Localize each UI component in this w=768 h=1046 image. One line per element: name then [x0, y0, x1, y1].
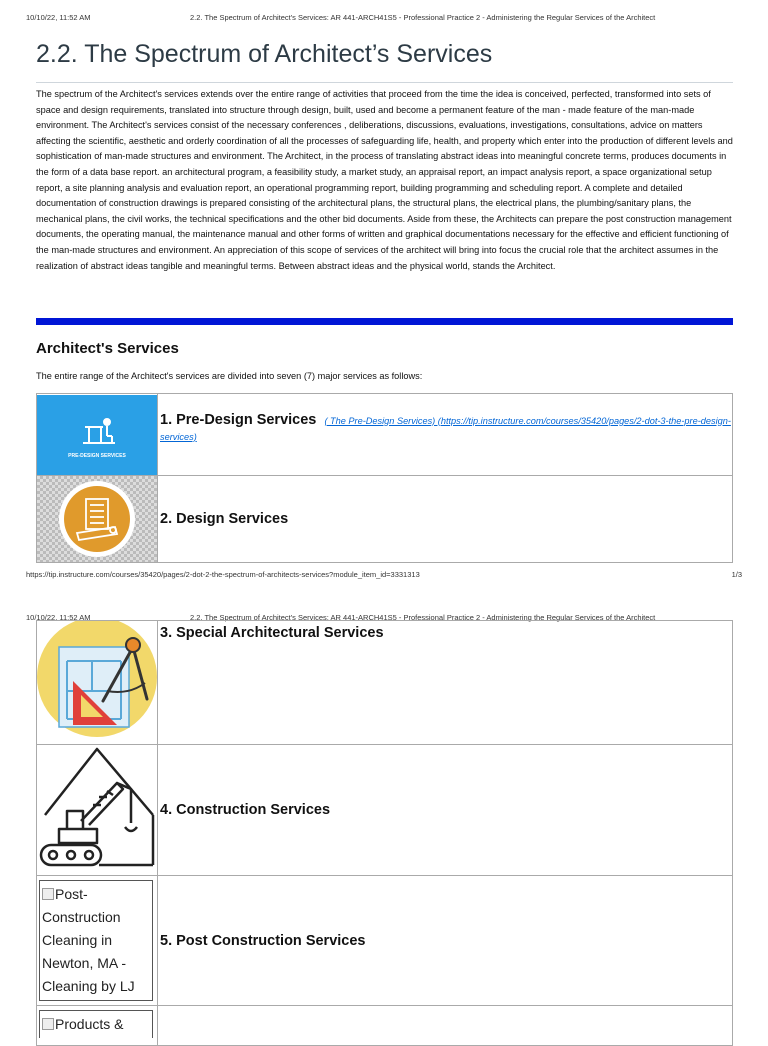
table-row	[37, 394, 733, 476]
page-title: 2.2. The Spectrum of Architect’s Services	[36, 40, 493, 68]
blue-rule	[36, 318, 733, 325]
broken-image-icon	[42, 888, 54, 900]
table-row	[37, 476, 733, 563]
table-row	[37, 621, 733, 745]
service-cell	[158, 621, 733, 745]
print-datetime: 10/10/22, 11:52 AM	[26, 613, 91, 622]
service-label: 1. Pre-Design Services	[160, 411, 317, 428]
print-title: 2.2. The Spectrum of Architect's Services: AR 441-ARCH41S5 - Professional Practice 2 - Administering the Regular Services of the Architect	[190, 13, 656, 22]
print-header	[0, 600, 768, 620]
service-label: 3. Special Architectural Services	[160, 625, 384, 641]
image-alt-text: Products &	[55, 1016, 124, 1032]
table-row	[37, 1006, 733, 1046]
image-caption: PRE-DESIGN SERVICES	[68, 452, 126, 459]
service-cell	[158, 1006, 733, 1046]
broken-image-icon	[42, 1018, 54, 1030]
print-datetime: 10/10/22, 11:52 AM	[26, 13, 91, 22]
building-blueprint-icon	[57, 479, 137, 559]
print-url: https://tip.instructure.com/courses/35420/pages/2-dot-2-the-spectrum-of-architects-services?module_item_id=3331313	[26, 570, 420, 579]
broken-image-post-construction	[39, 880, 153, 1001]
broken-image-products	[39, 1010, 153, 1038]
drafting-compass-icon	[37, 621, 157, 739]
image-cell	[37, 394, 158, 476]
service-label: 5. Post Construction Services	[160, 932, 366, 949]
desk-person-icon	[37, 395, 157, 475]
service-label: 2. Design Services	[160, 511, 289, 527]
service-label: 4. Construction Services	[160, 802, 331, 818]
table-row	[37, 745, 733, 876]
services-heading: Architect's Services	[36, 340, 179, 357]
table-row	[37, 876, 733, 1006]
print-header	[0, 0, 768, 20]
image-cell	[37, 621, 158, 745]
design-image	[37, 476, 157, 562]
services-lead: The entire range of the Architect's services are divided into seven (7) major services as follows:	[36, 371, 423, 381]
services-table-page2	[36, 620, 733, 1046]
pre-design-image	[37, 395, 157, 475]
title-divider	[36, 82, 733, 83]
pre-design-link[interactable]: ( The Pre-Design Services) (https://tip.instructure.com/courses/35420/pages/2-dot-3-the-pre-design-services)	[160, 415, 731, 442]
print-footer	[0, 568, 768, 580]
service-cell	[158, 476, 733, 563]
service-cell	[158, 745, 733, 876]
image-cell	[37, 876, 158, 1006]
image-cell	[37, 1006, 158, 1046]
image-alt-text: Post-Construction Cleaning in Newton, MA - Cleaning by LJ	[42, 886, 135, 994]
intro-paragraph: The spectrum of the Architect's services extends over the entire range of activities that proceed from the time the idea is conceived, perfected, transformed into sets of space and design requirements, translated into structure through design, built, used and become a permanent feature of the man - made feature of the man-made environment. The Architect's services consist of the necessary conferences , deliberations, discussions, evaluations, investigations, consultations, advice on matters affecting the scientific, aesthetic and orderly coordination of all the processes of safeguarding life, health, and property which enter into the production of different levels and sophistication of man-made structures and environment. The Architect, in the process of translating abstract ideas into meaningful concrete terms, produces documents in the form of a data base report. an architectural program, a feasibility study, a market study, an appraisal report, an impact analysis report, a space organizational setup report, a site planning analysis and evaluation report, an operational programming report, building programming and scheduling report. A complete and detailed documentation of construction drawings is prepared consisting of the architectural plans, the structural plans, the electrical plans, the plumbing/sanitary plans, the mechanical plans, the civil works, the technical specifications and the other bid documents. Aside from these, the Architects can prepare the post construction management documents, the operating manual, the maintenance manual and other forms of written and graphical documentations necessary for the effective and efficient functioning of the man-made structures and environment. An appreciation of this scope of services of the architect will bring into focus the crucial role that the architect assumes in the realization of abstract ideas tangible and meaningful terms. Between abstract ideas and the physical world, stands the Architect.	[36, 89, 733, 271]
service-cell	[158, 394, 733, 476]
service-cell	[158, 876, 733, 1006]
print-page-number: 1/3	[731, 570, 742, 579]
print-title: 2.2. The Spectrum of Architect's Services: AR 441-ARCH41S5 - Professional Practice 2 - Administering the Regular Services of the Architect	[190, 613, 656, 622]
services-table-page1	[36, 393, 733, 563]
image-cell	[37, 745, 158, 876]
crane-house-icon	[37, 745, 157, 870]
image-cell	[37, 476, 158, 563]
